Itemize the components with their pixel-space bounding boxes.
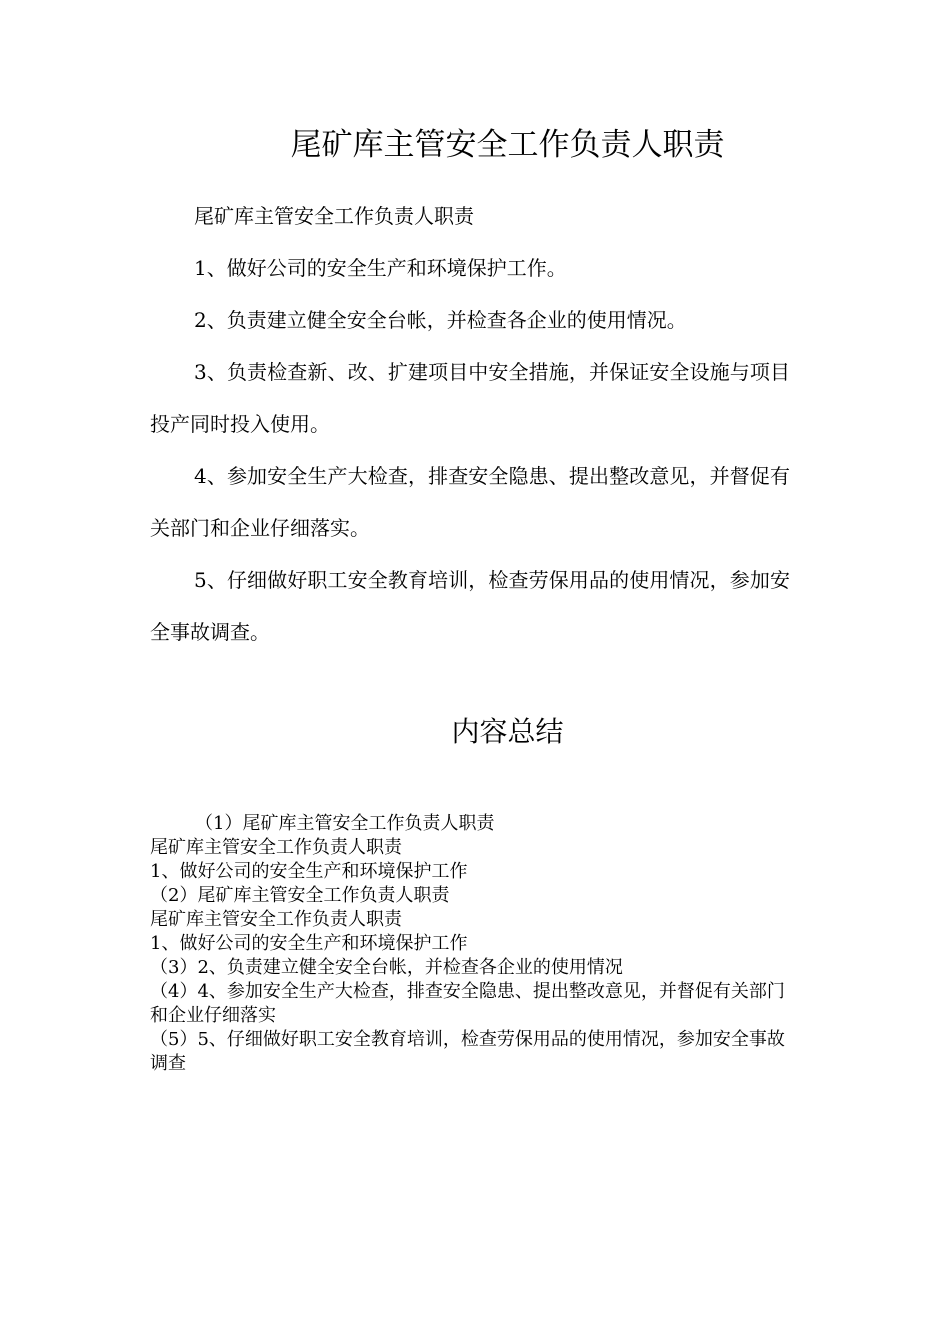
summary-line: （1）尾矿库主管安全工作负责人职责: [195, 813, 495, 834]
summary-title: 内容总结: [451, 715, 564, 748]
body-paragraph: 1、做好公司的安全生产和环境保护工作。: [194, 256, 567, 280]
document-body: [150, 190, 790, 658]
document-title: 尾矿库主管安全工作负责人职责: [290, 127, 725, 163]
summary-section: [150, 812, 795, 1076]
summary-line: 1、做好公司的安全生产和环境保护工作: [150, 933, 468, 954]
summary-line: （3）2、负责建立健全安全台帐，并检查各企业的使用情况: [150, 957, 623, 978]
body-paragraph: 5、仔细做好职工安全教育培训，检查劳保用品的使用情况，参加安全事故调查。: [150, 568, 790, 644]
summary-line: 尾矿库主管安全工作负责人职责: [150, 909, 402, 930]
summary-line: 1、做好公司的安全生产和环境保护工作: [150, 861, 468, 882]
summary-line: 尾矿库主管安全工作负责人职责: [150, 837, 402, 858]
body-paragraph: 尾矿库主管安全工作负责人职责: [194, 204, 474, 228]
summary-line: （4）4、参加安全生产大检查，排查安全隐患、提出整改意见，并督促有关部门和企业仔细落实: [150, 981, 785, 1026]
summary-line: （2）尾矿库主管安全工作负责人职责: [150, 885, 450, 906]
body-paragraph: 2、负责建立健全安全台帐，并检查各企业的使用情况。: [194, 308, 687, 332]
body-paragraph: 4、参加安全生产大检查，排查安全隐患、提出整改意见，并督促有关部门和企业仔细落实。: [150, 464, 790, 540]
body-paragraph: 3、负责检查新、改、扩建项目中安全措施，并保证安全设施与项目投产同时投入使用。: [150, 360, 790, 436]
summary-line: （5）5、仔细做好职工安全教育培训，检查劳保用品的使用情况，参加安全事故调查: [150, 1029, 785, 1074]
